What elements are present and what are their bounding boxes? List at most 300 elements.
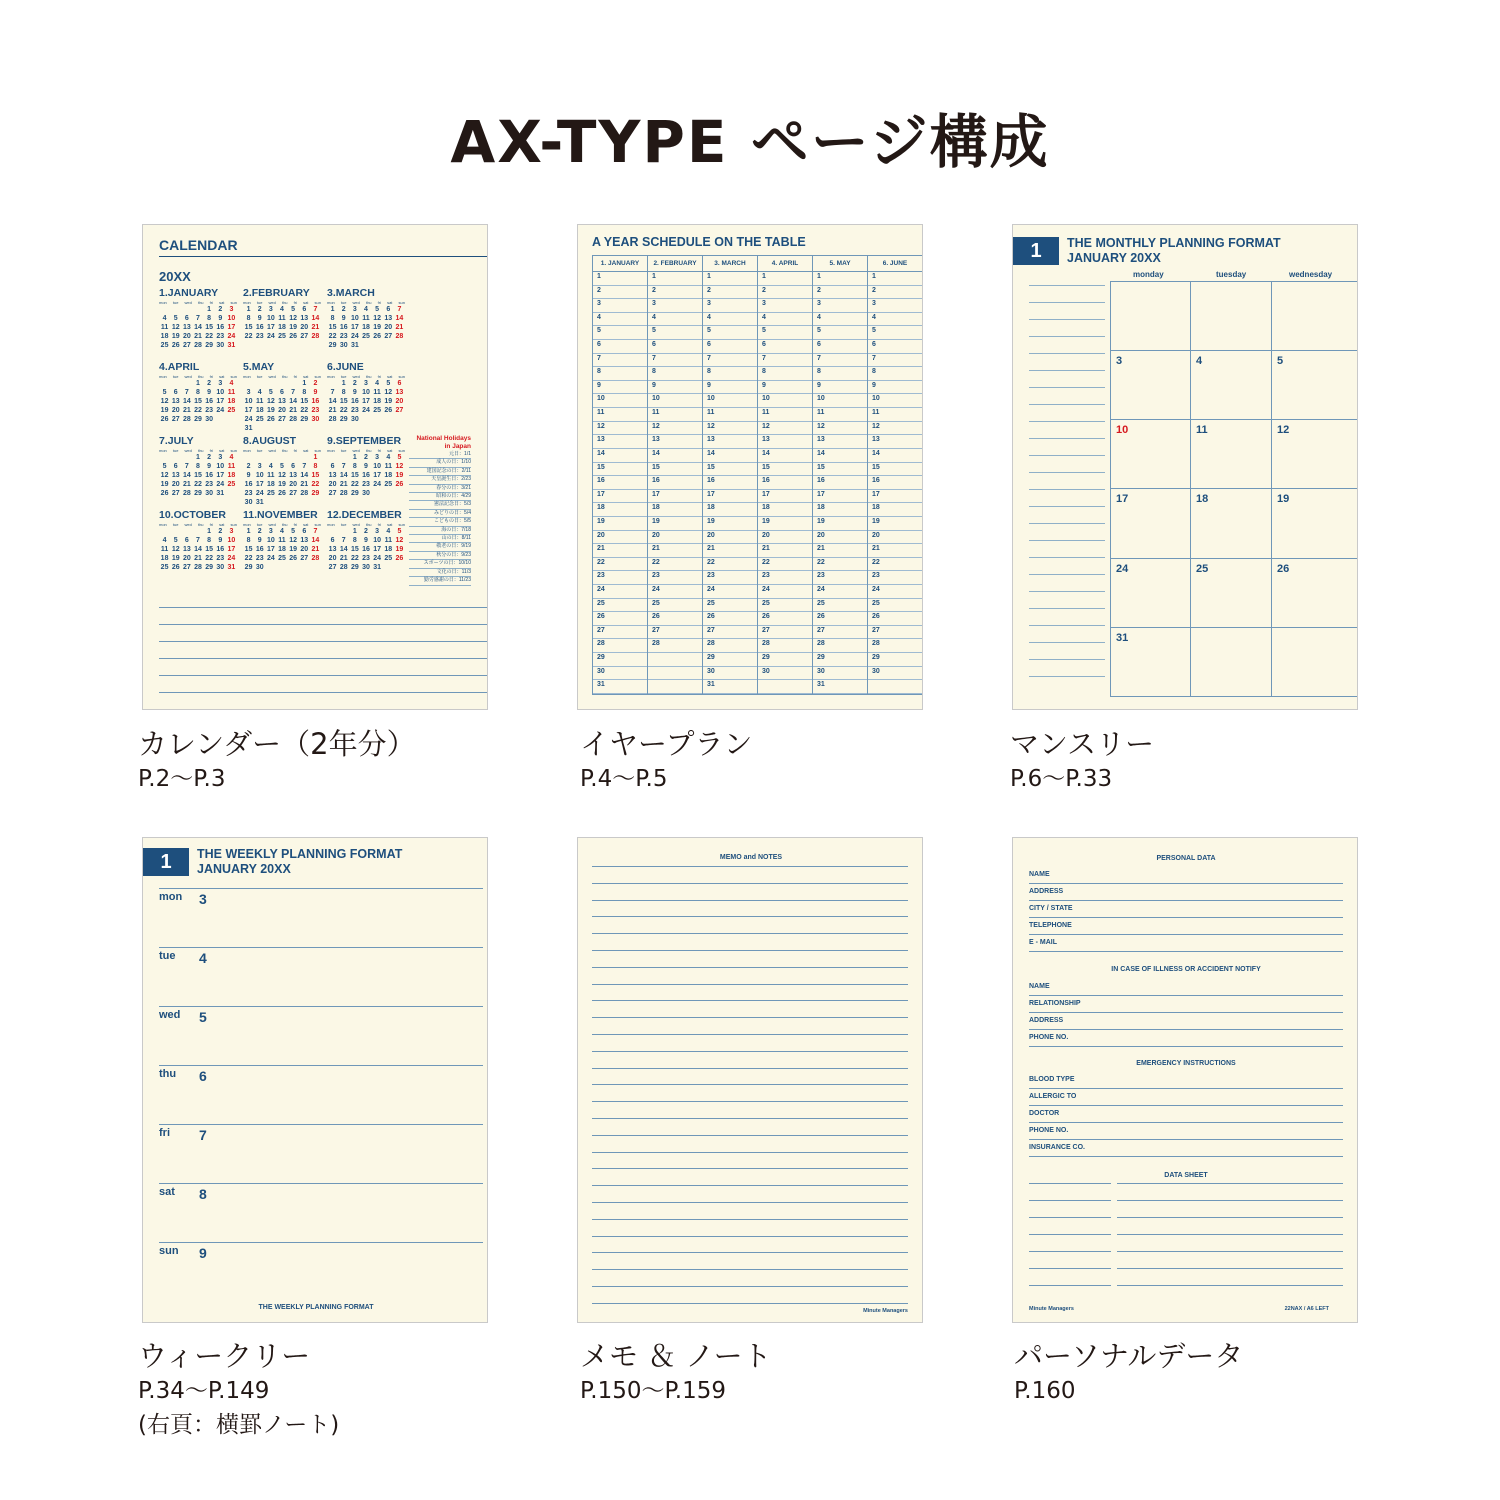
day-number: 17 (227, 546, 236, 553)
day-number: 16 (216, 546, 225, 553)
day-cell: 19 (868, 517, 922, 531)
label-calendar (138, 726, 416, 796)
day-number: 22 (194, 481, 202, 488)
day-number: 22 (350, 555, 359, 562)
day-row (159, 888, 483, 947)
day-cell: 22 (703, 558, 757, 572)
day-number: 15 (300, 398, 309, 405)
weekday-label: fri (293, 300, 297, 305)
day-number: 12 (384, 389, 393, 396)
month-title: 1.JANUARY (159, 287, 219, 299)
day-number: 22 (350, 481, 359, 488)
day-cell: 19 (758, 517, 812, 531)
day-number: 10 (227, 537, 236, 544)
day-cell: 3 (648, 299, 702, 313)
day-number: 16 (205, 472, 214, 479)
notes-line (1029, 319, 1105, 320)
day-cell: 13 (758, 435, 812, 449)
day-cell: 14 (703, 449, 757, 463)
data-sheet-line (1117, 1268, 1343, 1269)
day-cell: 26 (593, 612, 647, 626)
day-number: 28 (300, 490, 309, 497)
day-cell: 6 (648, 340, 702, 354)
month-column-header: 6. JUNE (868, 256, 922, 272)
day-cell: 2 (648, 286, 702, 300)
month-column-header: 3. MARCH (703, 256, 757, 272)
day-number: 11 (227, 389, 236, 396)
day-cell (868, 680, 922, 694)
month-column-header: 2. FEBRUARY (648, 256, 702, 272)
day-number: 17 (362, 398, 370, 405)
day-number: 24 (373, 481, 382, 488)
day-number: 10 (362, 389, 370, 396)
month-days (327, 528, 405, 572)
ruled-line (159, 641, 487, 642)
day-number: 29 (194, 416, 202, 423)
day-cell: 14 (593, 449, 647, 463)
day-number: 18 (160, 333, 169, 340)
day-number: 27 (300, 555, 309, 562)
day-number: 23 (255, 333, 264, 340)
month-days (327, 454, 405, 498)
ruled-line (592, 866, 908, 867)
day-number: 15 (244, 546, 253, 553)
calendar-month (159, 435, 237, 498)
month-days (243, 528, 321, 572)
day-number: 8 (341, 389, 346, 396)
day-cell: 28 (593, 639, 647, 653)
notes-line (1029, 523, 1105, 524)
weekday-label: tue (256, 374, 263, 379)
form-field: ADDRESS (1029, 1012, 1343, 1030)
weekday-label: fri (377, 300, 381, 305)
calendar-month (159, 361, 237, 424)
day-number: 3 (352, 306, 357, 313)
form-field: INSURANCE CO. (1029, 1139, 1343, 1157)
day-cell: 10 (593, 394, 647, 408)
weekday-label: fri (293, 374, 297, 379)
day-cell: 27 (758, 626, 812, 640)
day-number: 7 (184, 389, 189, 396)
day-cell (648, 653, 702, 667)
weekday-header (327, 522, 405, 527)
year-schedule-heading: A YEAR SCHEDULE ON THE TABLE (592, 235, 806, 249)
day-number: 17 (244, 407, 253, 414)
day-number: 15 (205, 546, 214, 553)
day-number: 28 (289, 416, 298, 423)
day-number: 29 (339, 416, 348, 423)
day-cell: 23 (593, 571, 647, 585)
weekday-label: mon (327, 522, 335, 527)
holiday-item: 文化の日：11/3 (409, 569, 471, 577)
blank-day (181, 306, 192, 314)
notes-line (1029, 659, 1105, 660)
day-cell: 7 (813, 354, 867, 368)
blank-day (243, 454, 254, 462)
day-number: 18 (160, 555, 169, 562)
month-column (813, 256, 868, 694)
day-number: 16 (205, 398, 214, 405)
day-cell: 16 (868, 476, 922, 490)
weekday-label: sun (230, 300, 237, 305)
day-number: 6 (386, 306, 391, 313)
day-number: 3 (268, 528, 273, 535)
day-number: 6 (184, 315, 189, 322)
day-number: 10 (373, 537, 382, 544)
day-cell: 20 (868, 531, 922, 545)
ruled-line (592, 1252, 908, 1253)
weekday-label: sat (303, 448, 309, 453)
label-note: (右頁：横罫ノート) (138, 1412, 340, 1438)
personal-footer-right: 22NAX / A6 LEFT (1284, 1306, 1329, 1312)
day-cell: 21 (868, 544, 922, 558)
day-number: 10 (244, 398, 253, 405)
calendar-month (243, 435, 321, 507)
data-sheet-line (1029, 1183, 1111, 1184)
month-column-header: 5. MAY (813, 256, 867, 272)
blank-day (254, 454, 265, 462)
ruled-line (592, 933, 908, 934)
day-number: 30 (255, 564, 264, 571)
day-cell: 28 (648, 639, 702, 653)
day-number: 21 (395, 324, 404, 331)
day-cell: 28 (813, 639, 867, 653)
day-cell: 3 (593, 299, 647, 313)
day-cell: 8 (868, 367, 922, 381)
day-number: 22 (205, 333, 214, 340)
day-number: 22 (205, 555, 214, 562)
day-cell: 19 (648, 517, 702, 531)
weekday-label: fri (209, 522, 213, 527)
weekday-label: mon (327, 374, 335, 379)
day-cell: 5 (593, 326, 647, 340)
day-number: 14 (311, 315, 320, 322)
day-number: 15 (328, 324, 337, 331)
holiday-item: 山の日：8/11 (409, 535, 471, 543)
day-number: 8 (352, 537, 357, 544)
day-number: 7 (341, 537, 346, 544)
blank-day (265, 454, 276, 462)
day-number: 25 (160, 342, 169, 349)
day-number: 17 (255, 481, 264, 488)
day-number: 25 (384, 481, 393, 488)
day-cell: 16 (593, 476, 647, 490)
day-number: 12 (171, 546, 180, 553)
day-number: 18 (227, 398, 236, 405)
day-number: 16 (255, 546, 264, 553)
weekday-label: tue (256, 522, 263, 527)
day-cell: 25 (868, 599, 922, 613)
weekday-label: thu (197, 374, 204, 379)
day-number: 4 (280, 306, 284, 313)
calendar-month (327, 435, 405, 498)
day-number: 9 (218, 537, 223, 544)
day-number: 23 (339, 333, 348, 340)
weekday-label: sun (398, 300, 405, 305)
day-number: 26 (373, 333, 382, 340)
day-cell: 11 (648, 408, 702, 422)
day-cell: 8 (813, 367, 867, 381)
day-number: 12 (171, 324, 180, 331)
day-number: 2 (207, 454, 212, 461)
day-number: 13 (171, 472, 180, 479)
day-number: 1 (196, 454, 200, 461)
day-cell: 21 (648, 544, 702, 558)
day-cell: 2 (868, 286, 922, 300)
weekday-header (159, 374, 237, 379)
ruled-line (592, 1152, 908, 1153)
day-number: 15 (194, 472, 202, 479)
day-cell: 7 (758, 354, 812, 368)
day-cell: 21 (703, 544, 757, 558)
day-number: 26 (289, 555, 298, 562)
day-number: 14 (300, 472, 309, 479)
day-cell: 22 (648, 558, 702, 572)
data-sheet-line (1117, 1285, 1343, 1286)
day-number: 26 (289, 333, 298, 340)
month-column (593, 256, 648, 694)
day-number: 28 (194, 564, 202, 571)
day-number: 20 (278, 407, 286, 414)
day-cell: 30 (593, 667, 647, 681)
day-number: 31 (373, 564, 382, 571)
weekday-wednesday: wednesday (1289, 270, 1333, 279)
day-cell: 29 (868, 653, 922, 667)
day-cell: 24 (703, 585, 757, 599)
weekday-header (243, 300, 321, 305)
day-number: 27 (328, 490, 337, 497)
holiday-item: 海の日：7/18 (409, 527, 471, 535)
day-number: 21 (311, 324, 320, 331)
day-number: 12 (289, 315, 298, 322)
day-number: 21 (328, 407, 337, 414)
day-cell: 28 (703, 639, 757, 653)
day-number: 8 (313, 463, 318, 470)
day-number: 26 (278, 490, 286, 497)
day-number: 24 (244, 416, 253, 423)
data-sheet-line (1117, 1200, 1343, 1201)
day-number: 7 (330, 389, 335, 396)
weekday-header (327, 300, 405, 305)
label-pages: P.2〜P.3 (138, 766, 226, 792)
day-cell: 25 (813, 599, 867, 613)
day-number: 24 (255, 490, 264, 497)
personal-footer-left: Minute Managers (1029, 1306, 1074, 1312)
calendar-year: 20XX (159, 269, 191, 284)
day-number: 13 (300, 315, 309, 322)
form-field: RELATIONSHIP (1029, 995, 1343, 1013)
day-number: 28 (182, 416, 191, 423)
ruled-line (592, 1084, 908, 1085)
weekday-label: fri (293, 448, 297, 453)
day-number: 19 (171, 555, 180, 562)
day-number: 25 (373, 407, 382, 414)
day-number: 10 (255, 472, 264, 479)
day-number: 7 (313, 306, 318, 313)
day-cell: 17 (703, 490, 757, 504)
day-number: 19 (395, 546, 404, 553)
day-number: 25 (255, 416, 264, 423)
day-number: 28 (328, 416, 337, 423)
day-number: 17 (216, 472, 225, 479)
day-number: 23 (205, 481, 214, 488)
day-number: 13 (300, 537, 309, 544)
weekday-label: sun (398, 374, 405, 379)
weekday-label: mon (243, 522, 251, 527)
weekday-label: wed (268, 448, 276, 453)
day-number: 31 (244, 425, 253, 432)
weekday-label: mon (327, 448, 335, 453)
day-number: 16 (362, 546, 370, 553)
day-cell: 18 (758, 503, 812, 517)
day-number: 24 (362, 407, 370, 414)
day-number: 18 (278, 546, 286, 553)
personal-data-page-preview (1012, 837, 1358, 1323)
blank-day (299, 454, 310, 462)
day-number: 11 (160, 546, 169, 553)
month-column-header: 1. JANUARY (593, 256, 647, 272)
ruled-line (592, 1135, 908, 1136)
day-number: 16 (362, 472, 370, 479)
day-number: 9 (364, 463, 368, 470)
notes-line (1029, 557, 1105, 558)
weekday-label: thu (365, 374, 372, 379)
day-number: 12 (289, 537, 298, 544)
month-badge: 1 (1013, 237, 1059, 265)
day-number: 1 (207, 306, 212, 313)
notes-line (1029, 370, 1105, 371)
month-days (243, 306, 321, 341)
day-number: 24 (216, 481, 225, 488)
weekday-label: thu (365, 522, 372, 527)
notes-line (1029, 455, 1105, 456)
day-number: 14 (339, 546, 348, 553)
calendar-month (327, 361, 405, 424)
day-cell: 4 (648, 313, 702, 327)
day-cell: 14 (868, 449, 922, 463)
day-number: 11 (267, 472, 275, 479)
day-cell: 10 (868, 394, 922, 408)
day-number: 8 (302, 389, 307, 396)
day-number: 18 (255, 407, 264, 414)
day-number: 20 (300, 546, 309, 553)
day-cell: 17 (648, 490, 702, 504)
form-field: BLOOD TYPE (1029, 1071, 1343, 1089)
day-number: 10 (266, 537, 275, 544)
day-number: 29 (194, 490, 202, 497)
day-number: 29 (205, 342, 214, 349)
day-cell: 17 (868, 490, 922, 504)
day-cell: 22 (758, 558, 812, 572)
day-number: 12 (278, 472, 286, 479)
day-cell: 27 (703, 626, 757, 640)
day-number: 29 (350, 490, 359, 497)
notes-line (1029, 421, 1105, 422)
blank-day (327, 380, 338, 388)
day-cell: 27 (648, 626, 702, 640)
weekday-label: tue (172, 300, 179, 305)
blank-day (159, 454, 170, 462)
week-badge: 1 (143, 848, 189, 876)
calendar-month (243, 361, 321, 433)
day-number: 6 (330, 537, 335, 544)
blank-day (327, 454, 338, 462)
day-number: 27 (171, 416, 180, 423)
weekday-label: wed (184, 374, 192, 379)
day-number: 24 (266, 555, 275, 562)
calendar-heading: CALENDAR (159, 237, 488, 257)
day-number: 6 (199, 1068, 207, 1084)
calendar-month (327, 287, 405, 350)
weekday-label: sun (398, 522, 405, 527)
weekday-label: sun (314, 522, 321, 527)
weekday-label: tue (340, 300, 347, 305)
day-cell: 16 (703, 476, 757, 490)
day-number: 19 (171, 333, 180, 340)
day-number: 25 (266, 490, 275, 497)
day-cell: 10 (758, 394, 812, 408)
day-cell: 12 (648, 422, 702, 436)
day-cell: 23 (758, 571, 812, 585)
weekday-header (159, 522, 237, 527)
day-number: 19 (395, 472, 404, 479)
day-cell: 9 (868, 381, 922, 395)
weekday-label: sat (303, 522, 309, 527)
day-number: 30 (216, 564, 225, 571)
day-cell: 26 (868, 612, 922, 626)
day-cell: 24 (758, 585, 812, 599)
day-number: 2 (207, 380, 212, 387)
day-row (159, 947, 483, 1006)
weekday-label: sun (230, 374, 237, 379)
label-pages: P.34〜P.149 (138, 1378, 270, 1404)
weekday-label: fri (377, 448, 381, 453)
month-title: 10.OCTOBER (159, 509, 226, 521)
day-number: 15 (205, 324, 214, 331)
notes-line (1029, 642, 1105, 643)
day-number: 20 (300, 324, 309, 331)
blank-day (265, 380, 276, 388)
day-number: 5 (173, 537, 178, 544)
day-number: 21 (339, 481, 348, 488)
day-cell: 4 (868, 313, 922, 327)
day-number: 13 (328, 472, 337, 479)
day-number: 9 (352, 389, 357, 396)
day-cell: 2 (703, 286, 757, 300)
day-cell: 10 (813, 394, 867, 408)
day-number: 4 (257, 389, 262, 396)
day-cell: 15 (648, 463, 702, 477)
day-cell: 15 (758, 463, 812, 477)
day-cell: 14 (813, 449, 867, 463)
day-number: 31 (227, 564, 236, 571)
day-cell: 22 (813, 558, 867, 572)
memo-heading: MEMO and NOTES (719, 854, 783, 861)
day-number: 2 (218, 306, 223, 313)
day-number: 1 (246, 528, 251, 535)
ruled-line (592, 1303, 908, 1304)
day-number: 22 (244, 333, 253, 340)
day-number: 27 (328, 564, 337, 571)
day-cell: 12 (813, 422, 867, 436)
day-cell: 10 (648, 394, 702, 408)
day-cell: 13 (593, 435, 647, 449)
blank-day (254, 380, 265, 388)
weekday-label: wed (352, 300, 360, 305)
day-number: 21 (300, 481, 309, 488)
monthly-page-preview (1012, 224, 1358, 710)
day-number: 9 (207, 463, 212, 470)
